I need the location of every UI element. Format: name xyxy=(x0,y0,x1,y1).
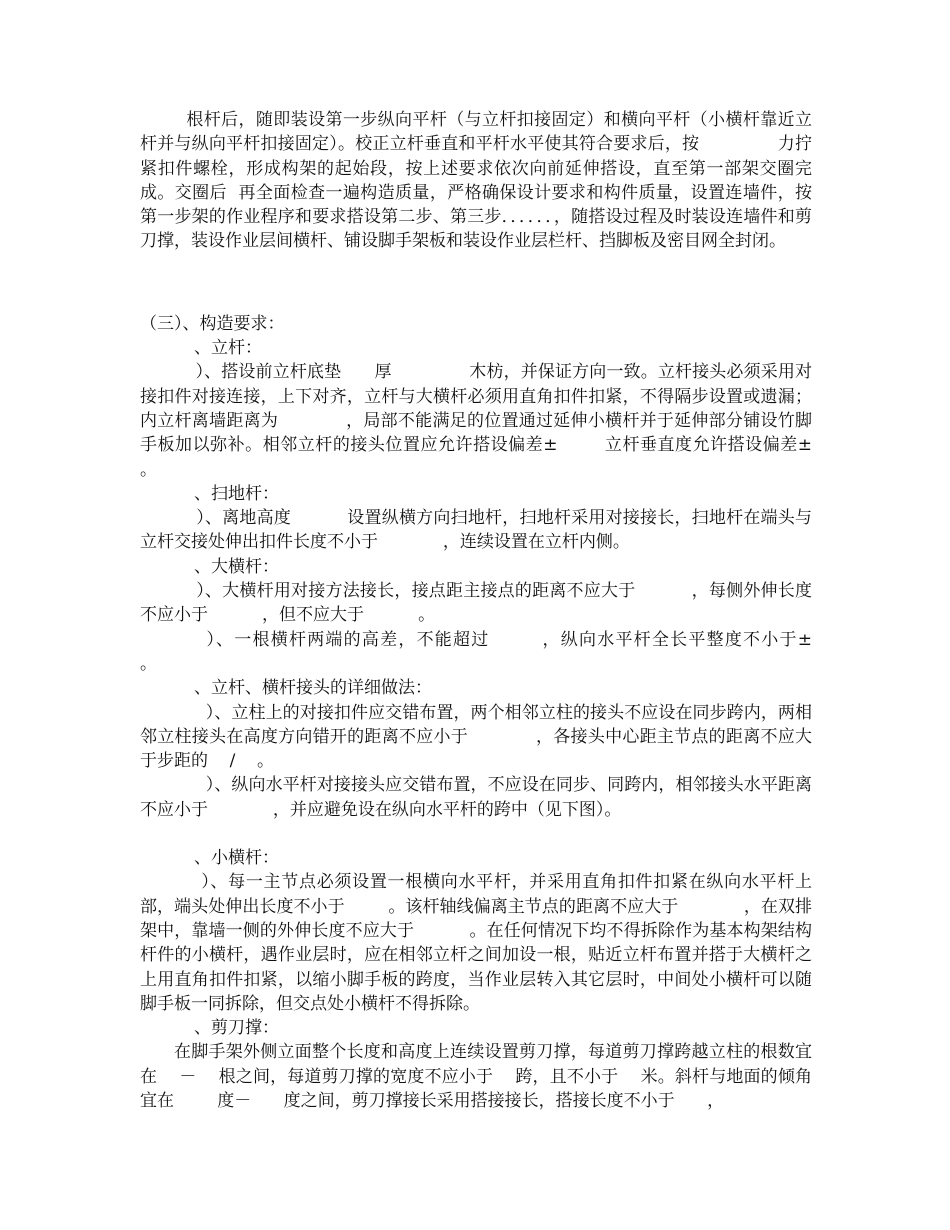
subheading-sweeping-pole: 、扫地杆： xyxy=(140,483,280,504)
document-body xyxy=(140,108,867,1113)
subheading-upright-pole: 、立杆： xyxy=(140,338,263,359)
subheading-transom: 、小横杆： xyxy=(140,848,280,869)
paragraph-upright-joints: ）、立柱上的对接扣件应交错布置，两个相邻立柱的接头不应设在同步跨内，两相邻立柱接头在高度方向错开的距离不应小于 ，各接头中心距主节点的距离不应大于步距的 / 。 xyxy=(140,702,812,772)
paragraph-erection-sequence: 根杆后，随即装设第一步纵向平杆（与立杆扣接固定）和横向平杆（小横杆靠近立杆并与纵向平杆扣接固定）。校正立杆垂直和平杆水平使其符合要求后，按 力拧紧扣件螺栓，形成构架的起始段，按上述要求依次向前延伸搭设，直至第一部架交圈完成。交圈后 再全面检查一遍构造质量，严格确保设计要求和构件质量，设置连墙件，按第一步架的作业程序和要求搭设第二步、第三步．．．．．．，随搭设过程及时装设连墙件和剪刀撑，装设作业层间横杆、铺设脚手架板和装设作业层栏杆、挡脚板及密目网全封闭。 xyxy=(140,110,813,252)
subheading-ledger: 、大横杆： xyxy=(140,556,280,577)
paragraph-transom: ）、每一主节点必须设置一根横向水平杆，并采用直角扣件扣紧在纵向水平杆上部，端头处伸出长度不小于 。该杆轴线偏离主节点的距离不应大于 ，在双排架中，靠墙一侧的外伸长度不应大于 。在任何情况下均不得拆除作为基本构架结构杆件的小横杆，遇作业层时，应在相邻立杆之间加设一根，贴近立杆布置并搭于大横杆之上用直角扣件扣紧，以缩小脚手板的跨度，当作业层转入其它层时，中间处小横杆可以随脚手板一同拆除，但交点处小横杆不得拆除。 xyxy=(140,872,812,1014)
section-heading-construction-requirements: （三）、构造要求： xyxy=(140,313,285,334)
paragraph-upright-pole: ）、搭设前立杆底垫 厚 木枋，并保证方向一致。立杆接头必须采用对接扣件对接连接，上下对齐，立杆与大横杆必须用直角扣件扣紧，不得隔步设置或遗漏；内立杆离墙距离为 ，局部不能满足的位置通过延伸小横杆并于延伸部分铺设竹脚手板加以弥补。相邻立杆的接头位置应允许搭设偏差± 立杆垂直度允许搭设偏差± 。 xyxy=(140,362,856,480)
paragraph-ledger-joint: ）、大横杆用对接方法接长，接点距主接点的距离不应大于 ，每侧外伸长度不应小于 ，但不应大于 。 xyxy=(140,581,812,626)
paragraph-ledger-level: ）、一根横杆两端的高差，不能超过 ，纵向水平杆全长平整度不小于± 。 xyxy=(140,629,867,674)
paragraph-cross-bracing: 在脚手架外侧立面整个长度和高度上连续设置剪刀撑，每道剪刀撑跨越立柱的根数宜在 － 根之间，每道剪刀撑的宽度不应小于 跨，且不小于 米。斜杆与地面的倾角宜在 度－ 度之间，剪刀撑接长采用搭接接长，搭接长度不小于 ， xyxy=(140,1042,812,1111)
subheading-cross-bracing: 、剪刀撑： xyxy=(140,1018,280,1039)
paragraph-sweeping-pole: ）、离地高度 设置纵横方向扫地杆，扫地杆采用对接接长，扫地杆在端头与立杆交接处伸出扣件长度不小于 ，连续设置在立杆内侧。 xyxy=(140,508,812,553)
paragraph-gap xyxy=(140,254,812,312)
paragraph-gap xyxy=(140,822,812,846)
subheading-joint-details: 、立杆、横杆接头的详细做法： xyxy=(140,678,433,699)
paragraph-longitudinal-joints: ）、纵向水平杆对接接头应交错布置，不应设在同步、同跨内，相邻接头水平距离不应小于 ，并应避免设在纵向水平杆的跨中（见下图）。 xyxy=(140,775,812,820)
